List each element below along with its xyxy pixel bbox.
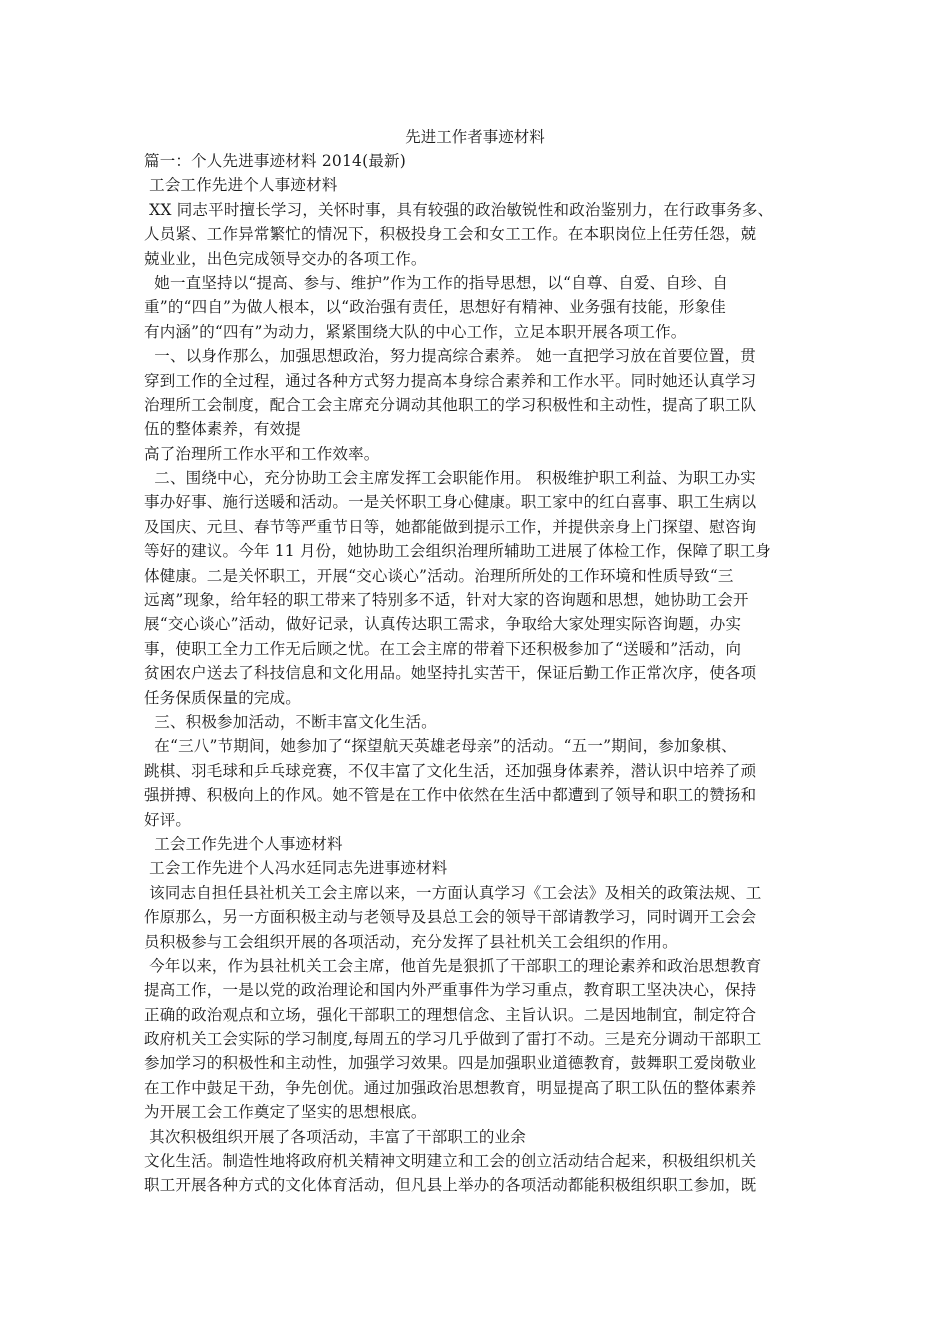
paragraph-line: 任务保质保量的完成。: [144, 688, 302, 707]
paragraph-line: 治理所工会制度，配合工会主席充分调动其他职工的学习积极性和主动性，提高了职工队: [144, 395, 757, 414]
paragraph-line: 跳棋、羽毛球和乒乓球竞赛，不仅丰富了文化生活，还加强身体素养，潜认识中培养了顽: [144, 761, 757, 780]
paragraph-line: 体健康。二是关怀职工，开展“交心谈心”活动。治理所所处的工作环境和性质导致“三: [144, 566, 734, 585]
paragraph-line: 工会工作先进个人事迹材料: [144, 176, 338, 195]
paragraph-line: 文化生活。制造性地将政府机关精神文明建立和工会的创立活动结合起来，积极组织机关: [144, 1152, 757, 1171]
paragraph-line: 贫困农户送去了科技信息和文化用品。她坚持扎实苦干，保证后勤工作正常次序，使各项: [144, 664, 757, 683]
paragraph-line: 一、以身作那么，加强思想政治，努力提高综合素养。 她一直把学习放在首要位置，贯: [144, 347, 756, 366]
document-title: 先进工作者事迹材料: [405, 128, 545, 146]
paragraph-line: 正确的政治观点和立场，强化干部职工的理想信念、主旨认识。二是因地制宜，制定符合: [144, 1005, 757, 1024]
paragraph-line: 为开展工会工作奠定了坚实的思想根底。: [144, 1103, 427, 1122]
paragraph-line: 人员紧、工作异常繁忙的情况下，积极投身工会和女工工作。在本职岗位上任劳任怨，兢: [144, 225, 757, 244]
paragraph-line: 等好的建议。今年 11 月份，她协助工会组织治理所辅助工进展了体检工作，保障了职工身: [144, 542, 771, 561]
paragraph-line: 参加学习的积极性和主动性，加强学习效果。四是加强职业道德教育，鼓舞职工爱岗敬业: [144, 1054, 757, 1073]
paragraph-line: 在“三八”节期间，她参加了“探望航天英雄老母亲”的活动。“五一”期间，参加象棋、: [144, 737, 737, 756]
paragraph-line: 伍的整体素养，有效提: [144, 420, 302, 439]
paragraph-line: 工会工作先进个人事迹材料: [144, 834, 343, 853]
paragraph-line: 三、积极参加活动，不断丰富文化生活。: [144, 712, 437, 731]
paragraph-line: 其次积极组织开展了各项活动，丰富了干部职工的业余: [144, 1127, 526, 1146]
paragraph-line: 重”的“四自”为做人根本，以“政治强有责任，思想好有精神、业务强有技能，形象佳: [144, 298, 726, 317]
paragraph-line: 二、围绕中心，充分协助工会主席发挥工会职能作用。 积极维护职工利益、为职工办实: [144, 469, 756, 488]
paragraph-line: 事，使职工全力工作无后顾之忧。在工会主席的带着下还积极参加了“送暖和”活动，向: [144, 639, 742, 658]
paragraph-line: 穿到工作的全过程，通过各种方式努力提高本身综合素养和工作水平。同时她还认真学习: [144, 371, 757, 390]
paragraph-line: 在工作中鼓足干劲，争先创优。通过加强政治思想教育，明显提高了职工队伍的整体素养: [144, 1078, 757, 1097]
paragraph-line: 好评。: [144, 810, 192, 829]
paragraph-line: 提高工作，一是以党的政治理论和国内外严重事件为学习重点，教育职工坚决决心，保持: [144, 981, 757, 1000]
paragraph-line: 员积极参与工会组织开展的各项活动，充分发挥了县社机关工会组织的作用。: [144, 932, 678, 951]
paragraph-line: XX 同志平时擅长学习，关怀时事，具有较强的政治敏锐性和政治鉴别力，在行政事务多、: [144, 200, 774, 219]
paragraph-line: 展“交心谈心”活动，做好记录，认真传达职工需求，争取给大家处理实际咨询题，办实: [144, 615, 742, 634]
paragraph-line: 篇一：个人先进事迹材料 2014(最新): [144, 152, 406, 170]
paragraph-line: 事办好事、施行送暖和活动。一是关怀职工身心健康。职工家中的红白喜事、职工生病以: [144, 493, 757, 512]
paragraph-line: 职工开展各种方式的文化体育活动，但凡县上举办的各项活动都能积极组织职工参加，既: [144, 1176, 757, 1195]
paragraph-line: 工会工作先进个人冯水廷同志先进事迹材料: [144, 859, 448, 878]
paragraph-line: 高了治理所工作水平和工作效率。: [144, 444, 380, 463]
paragraph-line: 远离”现象，给年轻的职工带来了特别多不适，针对大家的咨询题和思想，她协助工会开: [144, 591, 749, 610]
paragraph-line: 及国庆、元旦、春节等严重节日等，她都能做到提示工作，并提供亲身上门探望、慰咨询: [144, 517, 757, 536]
paragraph-line: 作原那么，另一方面积极主动与老领导及县总工会的领导干部请教学习，同时调开工会会: [144, 908, 757, 927]
document-body: [144, 149, 816, 1198]
paragraph-line: 强拼搏、积极向上的作风。她不管是在工作中依然在生活中都遭到了领导和职工的赞扬和: [144, 786, 757, 805]
paragraph-line: 政府机关工会实际的学习制度,每周五的学习几乎做到了雷打不动。三是充分调动干部职工: [144, 1030, 762, 1049]
paragraph-line: 该同志自担任县社机关工会主席以来，一方面认真学习《工会法》及相关的政策法规、工: [144, 883, 762, 902]
paragraph-line: 她一直坚持以“提高、参与、维护”作为工作的指导思想，以“自尊、自爱、自珍、自: [144, 273, 729, 292]
paragraph-line: 有内涵”的“四有”为动力，紧紧围绕大队的中心工作，立足本职开展各项工作。: [144, 322, 687, 341]
paragraph-line: 兢业业，出色完成领导交办的各项工作。: [144, 249, 427, 268]
paragraph-line: 今年以来，作为县社机关工会主席，他首先是狠抓了干部职工的理论素养和政治思想教育: [144, 956, 762, 975]
